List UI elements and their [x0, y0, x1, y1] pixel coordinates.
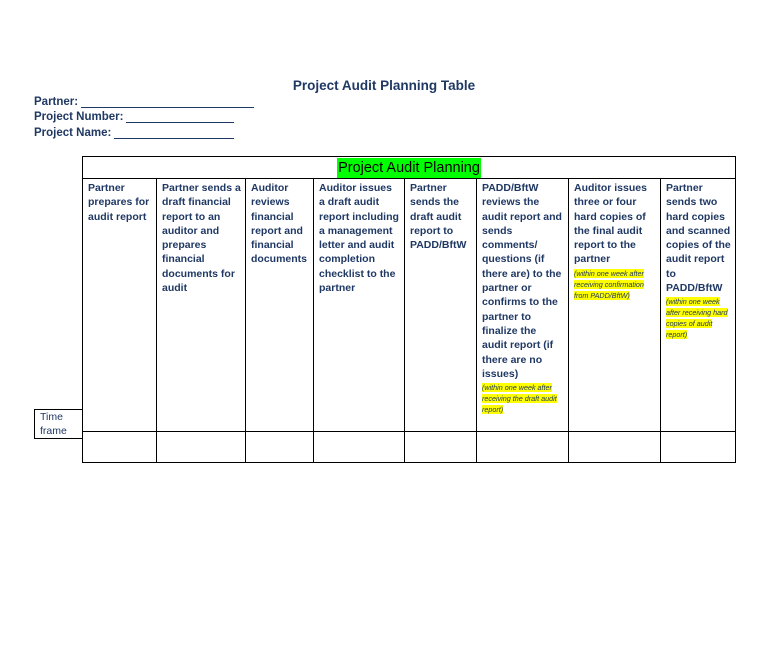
step-cell[interactable]	[246, 179, 314, 432]
project-name-input-line[interactable]	[114, 127, 234, 139]
project-number-input-line[interactable]	[126, 111, 234, 123]
step-cell[interactable]	[405, 179, 477, 432]
step-cell[interactable]	[83, 179, 157, 432]
table-header-title: Project Audit Planning	[338, 159, 480, 176]
timeframe-cell[interactable]	[569, 432, 661, 463]
step-text: Partner sends two hard copies and scanned copies of the audit report to PADD/BftW	[666, 182, 731, 295]
table-header-cell	[83, 157, 736, 179]
step-cell[interactable]	[477, 179, 569, 432]
step-text: Partner sends a draft financial report to an auditor and prepares financial documents for audit	[162, 182, 241, 295]
timeframe-label: Time frame	[34, 409, 82, 439]
partner-label: Partner:	[34, 96, 79, 108]
step-timing-note: (within one week after receiving the draft audit report)	[482, 383, 557, 415]
timeframe-cell[interactable]	[157, 432, 246, 463]
step-text: Partner sends the draft audit report to PADD/BftW	[410, 182, 467, 252]
step-text: Auditor issues three or four hard copies of the final audit report to the partner	[574, 182, 647, 266]
step-text: PADD/BftW reviews the audit report and sends comments/ questions (if there are) to the partner or confirms to the partner to finalize the audit report (if there are no issues)	[482, 182, 562, 380]
project-name-label: Project Name:	[34, 127, 112, 139]
timeframe-row	[83, 432, 736, 463]
step-text: Partner prepares for audit report	[88, 182, 150, 223]
step-cell[interactable]	[569, 179, 661, 432]
step-timing-note: (within one week after receiving hard copies of audit report)	[666, 297, 728, 340]
project-name-field	[34, 127, 234, 139]
project-number-label: Project Number:	[34, 111, 124, 123]
step-timing-note: (within one week after receiving confirmation from PADD/BftW)	[574, 268, 644, 300]
partner-field	[34, 96, 254, 108]
partner-input-line[interactable]	[81, 96, 254, 108]
table-header-row	[83, 157, 736, 179]
project-number-field	[34, 111, 234, 123]
document-title: Project Audit Planning Table	[292, 78, 476, 93]
step-text: Auditor issues a draft audit report including a management letter and audit completion checklist to the partner	[319, 182, 399, 295]
timeframe-cell[interactable]	[314, 432, 405, 463]
timeframe-cell[interactable]	[661, 432, 736, 463]
timeframe-cell[interactable]	[83, 432, 157, 463]
step-text: Auditor reviews financial report and financial documents	[251, 182, 308, 266]
timeframe-cell[interactable]	[477, 432, 569, 463]
step-cell[interactable]	[661, 179, 736, 432]
audit-planning-table	[82, 156, 736, 463]
step-cell[interactable]	[314, 179, 405, 432]
timeframe-cell[interactable]	[405, 432, 477, 463]
steps-row	[83, 179, 736, 432]
step-cell[interactable]	[157, 179, 246, 432]
timeframe-cell[interactable]	[246, 432, 314, 463]
